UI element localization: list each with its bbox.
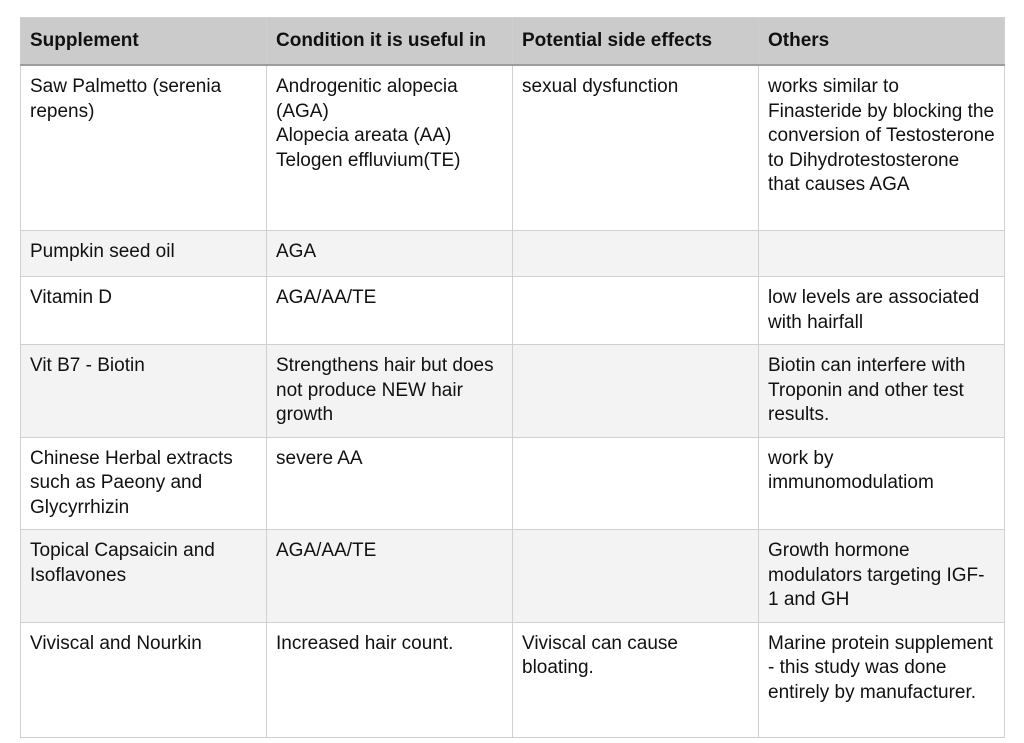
supplements-table xyxy=(20,17,1005,738)
table-row xyxy=(21,231,1005,277)
cell-others: low levels are associated with hairfall xyxy=(759,277,1005,345)
cell-others xyxy=(759,231,1005,277)
header-others: Others xyxy=(759,18,1005,66)
table-row xyxy=(21,437,1005,530)
cell-condition: Increased hair count. xyxy=(267,622,513,737)
table-row xyxy=(21,65,1005,231)
cell-side-effects xyxy=(513,277,759,345)
header-supplement: Supplement xyxy=(21,18,267,66)
header-condition: Condition it is useful in xyxy=(267,18,513,66)
header-side-effects: Potential side effects xyxy=(513,18,759,66)
cell-others: Growth hormone modulators targeting IGF-1 and GH xyxy=(759,530,1005,623)
table-row xyxy=(21,622,1005,737)
cell-supplement: Pumpkin seed oil xyxy=(21,231,267,277)
cell-others: work by immunomodulatiom xyxy=(759,437,1005,530)
cell-condition: severe AA xyxy=(267,437,513,530)
cell-supplement: Vit B7 - Biotin xyxy=(21,345,267,438)
cell-others: Marine protein supplement - this study was done entirely by manufacturer. xyxy=(759,622,1005,737)
cell-others: Biotin can interfere with Troponin and other test results. xyxy=(759,345,1005,438)
header-row xyxy=(21,18,1005,66)
cell-side-effects xyxy=(513,530,759,623)
table-row xyxy=(21,277,1005,345)
cell-condition: Androgenitic alopecia (AGA) Alopecia areata (AA) Telogen effluvium(TE) xyxy=(267,65,513,231)
table-row xyxy=(21,345,1005,438)
cell-supplement: Vitamin D xyxy=(21,277,267,345)
cell-supplement: Topical Capsaicin and Isoflavones xyxy=(21,530,267,623)
cell-condition: Strengthens hair but does not produce NEW hair growth xyxy=(267,345,513,438)
cell-side-effects xyxy=(513,231,759,277)
cell-side-effects xyxy=(513,345,759,438)
cell-supplement: Saw Palmetto (serenia repens) xyxy=(21,65,267,231)
cell-supplement: Chinese Herbal extracts such as Paeony and Glycyrrhizin xyxy=(21,437,267,530)
cell-supplement: Viviscal and Nourkin xyxy=(21,622,267,737)
cell-side-effects: sexual dysfunction xyxy=(513,65,759,231)
table-row xyxy=(21,530,1005,623)
cell-others: works similar to Finasteride by blocking the conversion of Testosterone to Dihydrotestosterone that causes AGA xyxy=(759,65,1005,231)
cell-condition: AGA xyxy=(267,231,513,277)
cell-condition: AGA/AA/TE xyxy=(267,530,513,623)
cell-side-effects xyxy=(513,437,759,530)
cell-condition: AGA/AA/TE xyxy=(267,277,513,345)
cell-side-effects: Viviscal can cause bloating. xyxy=(513,622,759,737)
